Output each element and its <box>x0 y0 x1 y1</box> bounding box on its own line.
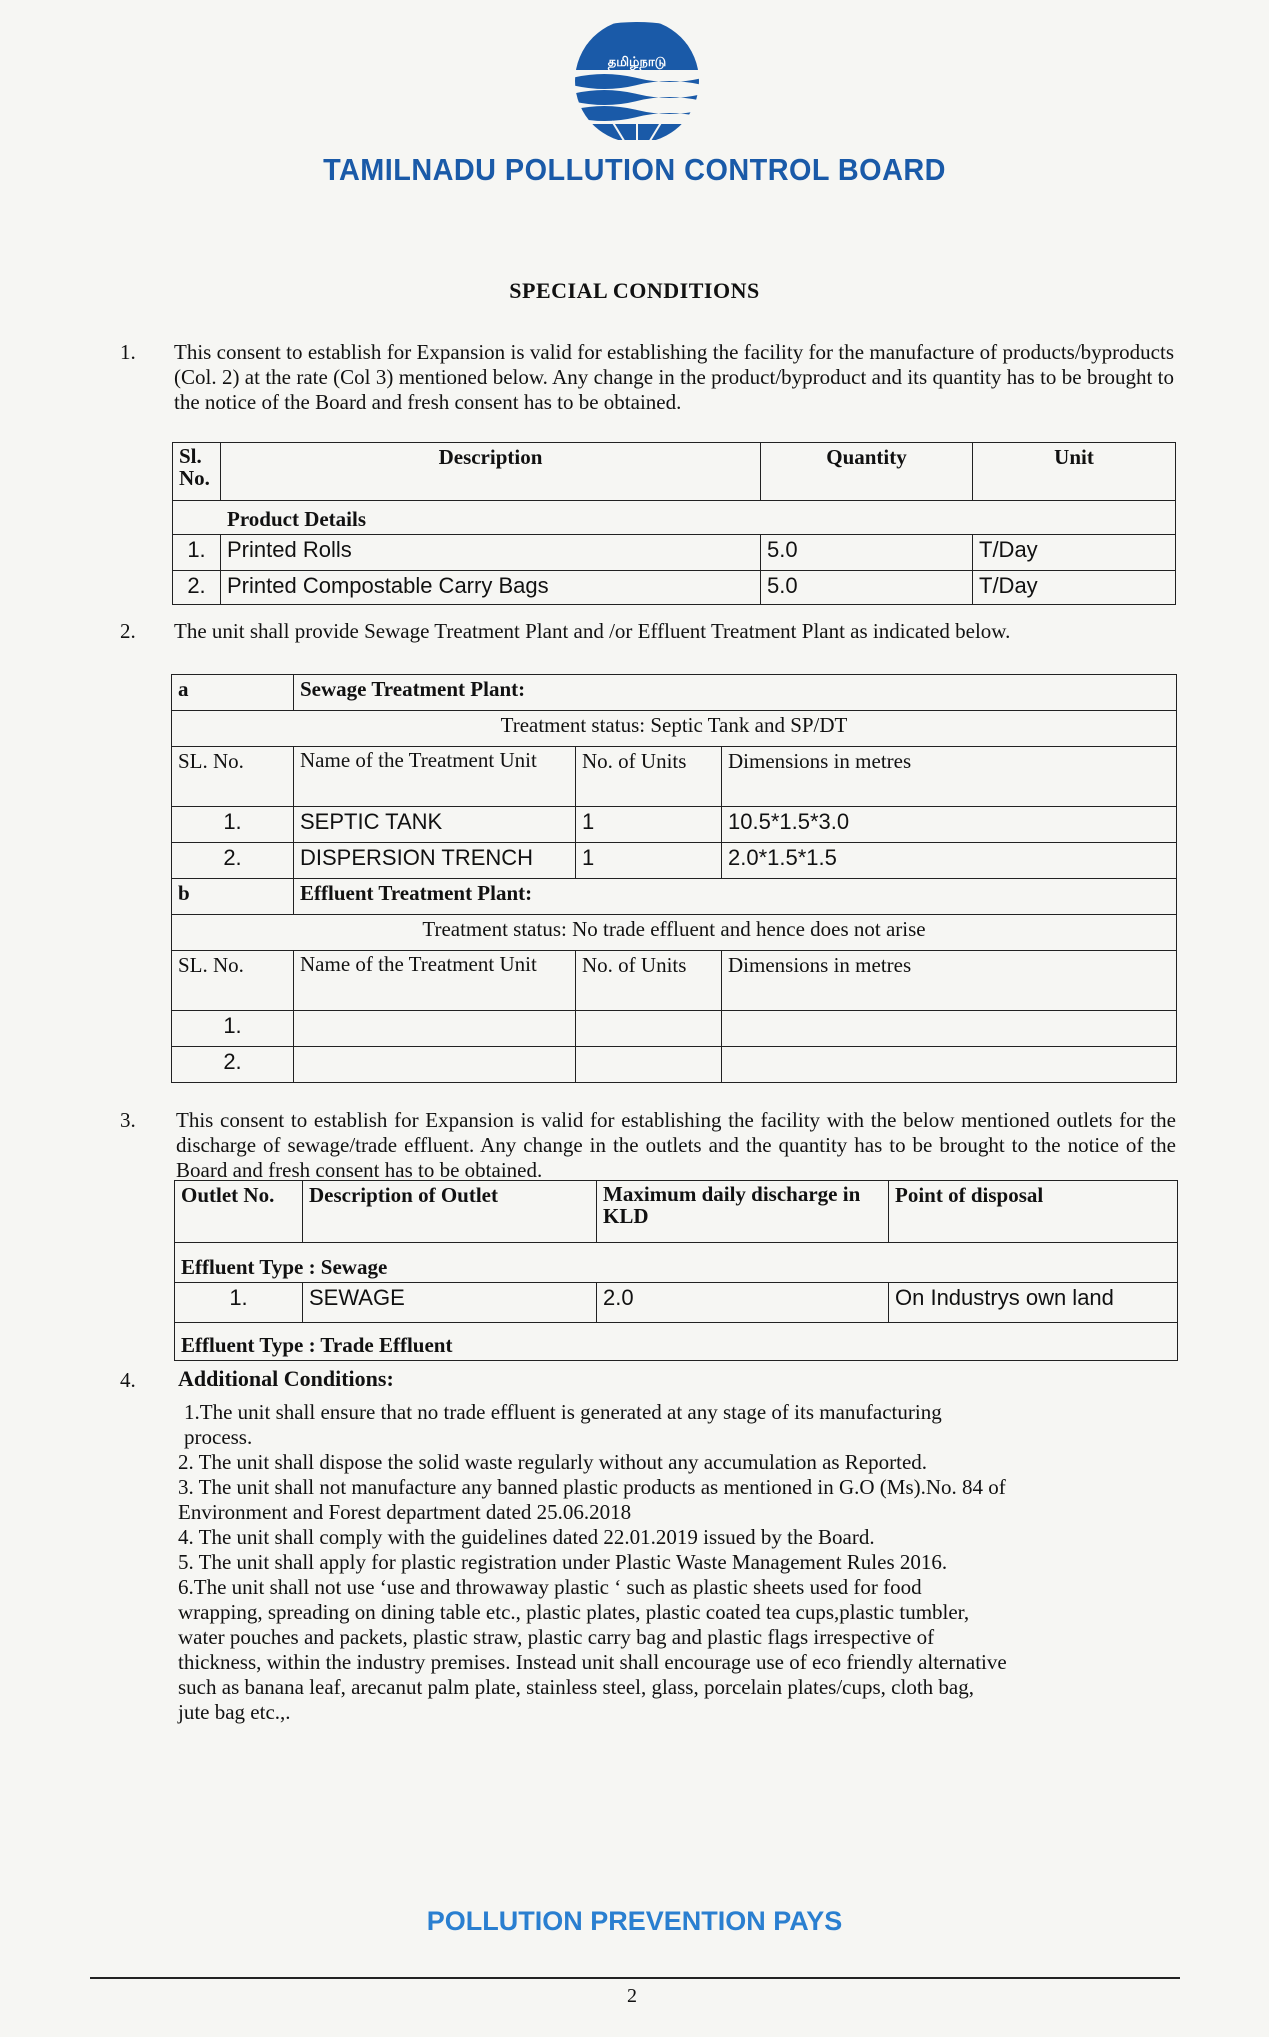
tnpcb-logo <box>572 16 702 154</box>
cell-units <box>576 1011 722 1047</box>
cell-point: On Industrys own land <box>889 1283 1178 1323</box>
cell-quantity: 5.0 <box>761 535 973 571</box>
stp-etp-table <box>171 674 1177 1083</box>
item-number: 1. <box>120 340 136 364</box>
col-header-name: Name of the Treatment Unit <box>294 951 576 1011</box>
logo-text: தமிழ்நாடு <box>607 55 667 70</box>
cell-name: DISPERSION TRENCH <box>294 843 576 879</box>
col-header-name: Name of the Treatment Unit <box>294 747 576 807</box>
table-row <box>172 843 1177 879</box>
cell-sl: 2. <box>172 843 294 879</box>
item-number: 4. <box>120 1368 136 1392</box>
condition-item: 3. The unit shall not manufacture any banned plastic products as mentioned in G.O (Ms).No. 84 of Environment and Forest department dated 25.06.2018 <box>178 1475 1006 1524</box>
item-2-text: The unit shall provide Sewage Treatment Plant and /or Effluent Treatment Plant as indicated below. <box>174 619 1011 643</box>
effluent-type-trade: Effluent Type : Trade Effluent <box>175 1323 1178 1361</box>
cell-quantity: 5.0 <box>761 571 973 605</box>
col-header-description: Description <box>221 443 761 501</box>
condition-item: 1.The unit shall ensure that no trade effluent is generated at any stage of its manufacturing process. <box>184 1400 942 1449</box>
cell-sl: 2. <box>172 1047 294 1083</box>
col-header-dims: Dimensions in metres <box>722 951 1177 1011</box>
cell-description: Printed Rolls <box>221 535 761 571</box>
table-row <box>173 535 1176 571</box>
footer-divider <box>90 1977 1180 1979</box>
cell-name <box>294 1047 576 1083</box>
cell-name: SEPTIC TANK <box>294 807 576 843</box>
conditions-list <box>178 1400 1008 1725</box>
table-row <box>173 571 1176 605</box>
stp-title: Sewage Treatment Plant: <box>294 675 1177 711</box>
table-row <box>172 1011 1177 1047</box>
group-label: Product Details <box>173 501 1176 535</box>
cell-name <box>294 1011 576 1047</box>
item-3-text: This consent to establish for Expansion is valid for establishing the facility with the below mentioned outlets for the discharge of sewage/trade effluent. Any change in the outlets and the quantity has to be brought to the notice of the Board and fresh consent has to be obtained. <box>176 1108 1176 1182</box>
col-header-description: Description of Outlet <box>303 1181 597 1243</box>
cell-sl: 2. <box>173 571 221 605</box>
item-number: 3. <box>120 1108 136 1132</box>
col-header-unit: Unit <box>973 443 1176 501</box>
condition-item: 2. The unit shall dispose the solid waste regularly without any accumulation as Reported. <box>178 1450 928 1474</box>
table-row <box>175 1283 1178 1323</box>
additional-conditions-title: Additional Conditions: <box>178 1366 394 1391</box>
col-header-sl: Sl. No. <box>173 443 221 501</box>
cell-sl: 1. <box>172 807 294 843</box>
page-number: 2 <box>627 1985 637 2007</box>
etp-title: Effluent Treatment Plant: <box>294 879 1177 915</box>
cell-dims: 10.5*1.5*3.0 <box>722 807 1177 843</box>
cell-dims: 2.0*1.5*1.5 <box>722 843 1177 879</box>
table-row <box>172 1047 1177 1083</box>
col-header-max: Maximum daily discharge in KLD <box>597 1181 889 1243</box>
col-header-outlet: Outlet No. <box>175 1181 303 1243</box>
item-1-text: This consent to establish for Expansion is valid for establishing the facility for the manufacture of products/byproducts (Col. 2) at the rate (Col 3) mentioned below. Any change in the product/byproduct and its quantity has to be brought to the notice of the Board and fresh consent has to be obtained. <box>174 340 1174 414</box>
cell-units: 1 <box>576 843 722 879</box>
col-header-units: No. of Units <box>576 951 722 1011</box>
cell-outlet: 1. <box>175 1283 303 1323</box>
cell-max: 2.0 <box>597 1283 889 1323</box>
cell-sl: 1. <box>172 1011 294 1047</box>
etp-status: Treatment status: No trade effluent and hence does not arise <box>172 915 1177 951</box>
footer-slogan: POLLUTION PREVENTION PAYS <box>426 1906 843 1936</box>
stp-letter: a <box>172 675 294 711</box>
cell-sl: 1. <box>173 535 221 571</box>
page-heading: SPECIAL CONDITIONS <box>509 278 760 303</box>
effluent-type-sewage: Effluent Type : Sewage <box>175 1243 1178 1283</box>
col-header-units: No. of Units <box>576 747 722 807</box>
col-header-sl: SL. No. <box>172 951 294 1011</box>
product-table <box>172 442 1176 605</box>
item-number: 2. <box>120 619 136 643</box>
col-header-point: Point of disposal <box>889 1181 1178 1243</box>
cell-unit: T/Day <box>973 535 1176 571</box>
cell-description: SEWAGE <box>303 1283 597 1323</box>
cell-dims <box>722 1011 1177 1047</box>
col-header-dims: Dimensions in metres <box>722 747 1177 807</box>
cell-description: Printed Compostable Carry Bags <box>221 571 761 605</box>
condition-item: 4. The unit shall comply with the guidelines dated 22.01.2019 issued by the Board. <box>178 1525 875 1549</box>
cell-units: 1 <box>576 807 722 843</box>
etp-letter: b <box>172 879 294 915</box>
cell-dims <box>722 1047 1177 1083</box>
col-header-sl: SL. No. <box>172 747 294 807</box>
outlet-table <box>174 1180 1178 1361</box>
cell-units <box>576 1047 722 1083</box>
table-row <box>172 807 1177 843</box>
condition-item: 6.The unit shall not use ‘use and throwaway plastic ‘ such as plastic sheets used for food wrapping, spreading on dining table etc., plastic plates, plastic coated tea cups,plastic tumbler, water pouches and packets, plastic straw, plastic carry bag and plastic flags irrespective of thickness, within the industry premises. Instead unit shall encourage use of eco friendly alternative such as banana leaf, arecanut palm plate, stainless steel, glass, porcelain plates/cups, cloth bag, jute bag etc.,. <box>178 1575 1007 1724</box>
cell-unit: T/Day <box>973 571 1176 605</box>
org-name: TAMILNADU POLLUTION CONTROL BOARD <box>323 152 946 187</box>
col-header-quantity: Quantity <box>761 443 973 501</box>
stp-status: Treatment status: Septic Tank and SP/DT <box>172 711 1177 747</box>
condition-item: 5. The unit shall apply for plastic registration under Plastic Waste Management Rules 2016. <box>178 1550 948 1574</box>
